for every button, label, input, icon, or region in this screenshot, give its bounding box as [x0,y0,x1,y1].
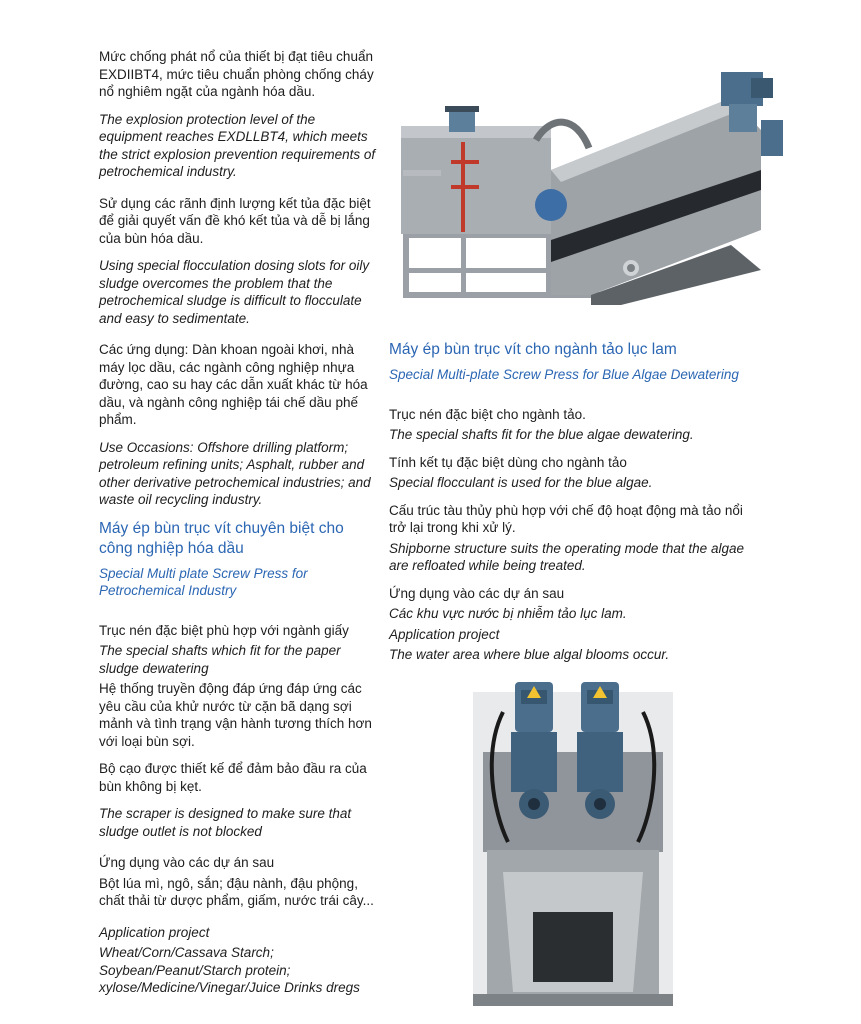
heading-petrochemical-vi: Máy ép bùn trục vít chuyên biệt cho công nghiệp hóa dầu [99,519,344,557]
paragraph-occasions-en: Use Occasions: Offshore drilling platform; petroleum refining units; Asphalt, rubber and other derivative petrochemical industries; and waste oil recycling industry. [99,439,371,507]
algae-flocculant-vi: Tính kết tụ đặc biệt dùng cho ngành tảo [389,454,627,470]
paragraph-explosion-en: The explosion protection level of the equipment reaches EXDLLBT4, which meets the strict explosion prevention requirements of petrochemical industry. [99,111,376,179]
feature-scraper-vi: Bộ cạo được thiết kế để đảm bảo đầu ra của bùn không bị kẹt. [99,761,367,794]
heading-algae-vi: Máy ép bùn trục vít cho ngành tảo lục lam [389,341,677,358]
algae-application-area-vi: Các khu vực nước bị nhiễm tảo lục lam. [389,606,627,621]
application-label-en: Application project [99,924,210,940]
feature-drive-vi: Hệ thống truyền động đáp ứng đáp ứng các yêu cầu của khử nước từ cặn bã dạng sợi mảnh và tình trạng vận hành tương thích hơn với loại bùn sợi. [99,681,372,749]
application-label-vi: Ứng dụng vào các dự án sau [99,855,275,870]
algae-application-label-vi: Ứng dụng vào các dự án sau [389,585,565,601]
right-column [389,340,749,674]
algae-application-area-en: The water area where blue algal blooms occur. [389,647,670,662]
heading-algae-en: Special Multi-plate Screw Press for Blue Algae Dewatering [389,367,739,382]
dewatering-body [535,98,761,305]
paragraph-flocculation-en: Using special flocculation dosing slots for oily sludge overcomes the problem that the petrochemical sludge is difficult to flocculate and easy to sedimentate. [99,258,370,326]
algae-flocculant-en: Special flocculant is used for the blue algae. [389,475,653,490]
left-column [99,48,379,1007]
screw-press-front-image [473,672,673,1006]
algae-shaft-vi: Trục nén đặc biệt cho ngành tảo. [389,406,586,422]
screw-press-side-image [401,70,791,305]
algae-application-label-en: Application project [389,626,500,642]
paragraph-occasions-vi: Các ứng dụng: Dàn khoan ngoài khơi, nhà máy lọc dầu, các ngành công nghiệp nhựa đường, cao su hay các dẫn xuất khác từ hóa dầu, và ngành công nghiệp tái chế dầu phế phẩm. [99,342,368,427]
feature-shaft-vi: Trục nén đặc biệt phù hợp với ngành giấy [99,622,349,638]
flocculation-tank [401,106,551,234]
application-list-en: Wheat/Corn/Cassava Starch; Soybean/Peanut/Starch protein; xylose/Medicine/Vinegar/Juice Drinks dregs [99,945,360,995]
paragraph-explosion-vi: Mức chống phát nổ của thiết bị đạt tiêu chuẩn EXDIIBT4, mức tiêu chuẩn phòng chống cháy nổ nghiêm ngặt của ngành hóa dầu. [99,49,374,99]
feature-scraper-en: The scraper is designed to make sure that sludge outlet is not blocked [99,806,352,839]
application-list-vi: Bột lúa mì, ngô, sắn; đậu nành, đậu phộng, chất thải từ dược phẩm, giấm, nước trái cây... [99,875,374,908]
algae-shaft-en: The special shafts fit for the blue algae dewatering. [389,427,694,442]
algae-shipborne-en: Shipborne structure suits the operating mode that the algae are refloated while being treated. [389,540,744,573]
feature-shaft-en: The special shafts which fit for the paper sludge dewatering [99,643,341,676]
paragraph-flocculation-vi: Sử dụng các rãnh định lượng kết tủa đặc biệt để giải quyết vấn đề khó kết tủa và dễ bị lắng của bùn hóa dầu. [99,195,371,246]
heading-petrochemical-en: Special Multi plate Screw Press for Petrochemical Industry [99,565,308,598]
algae-shipborne-vi: Cấu trúc tàu thủy phù hợp với chế độ hoạt động mà tảo nổi trở lại trong khi xử lý. [389,502,743,535]
